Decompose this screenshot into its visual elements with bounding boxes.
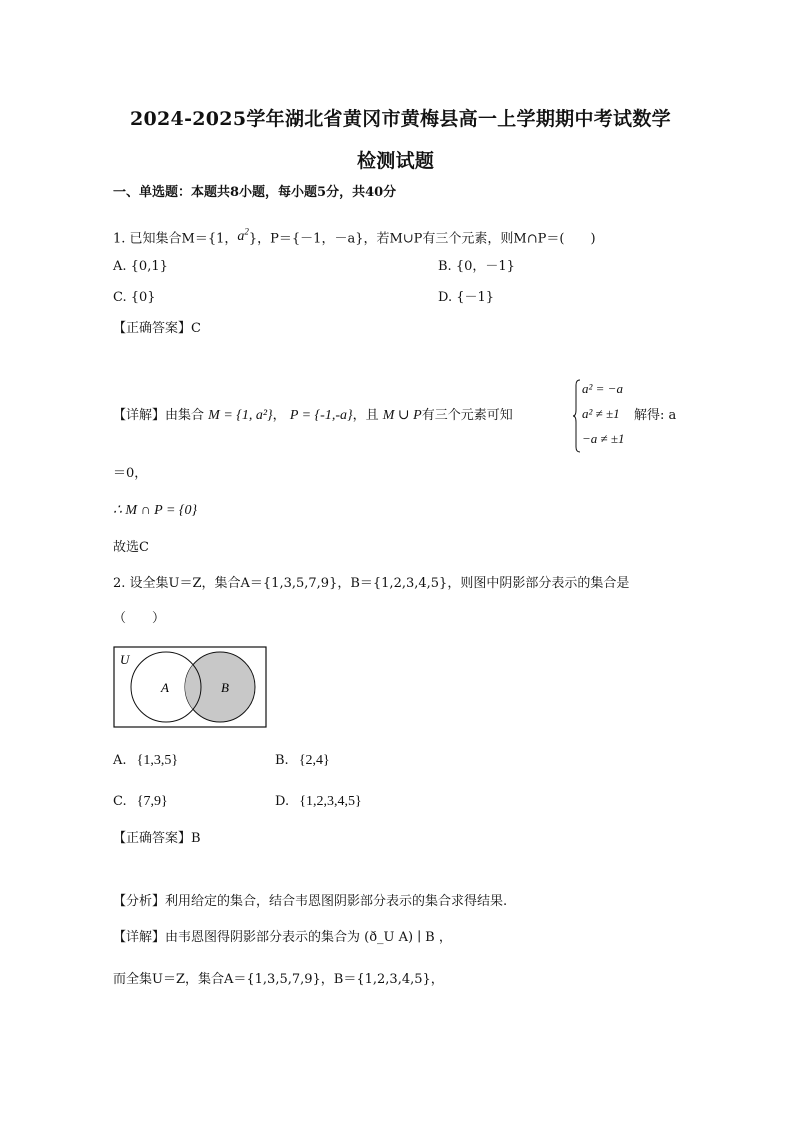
q1-detail-m: M = {1, a²} [208,408,273,423]
q1-option-a: A. {0,1} [113,259,168,274]
q1-option-c: C. {0} [113,290,156,305]
q1-detail-p: P = {-1,-a} [289,408,353,423]
q1-solve: 解得: a [634,408,677,423]
q2-option-d-value: {1,2,3,4,5} [299,794,362,809]
q2-option-a [113,752,178,770]
brace-icon [573,379,581,453]
q1-stem [113,225,596,249]
q2-detail: 【详解】由韦恩图得阴影部分表示的集合为 (ð_U A) ∣ B ， [113,930,452,945]
venn-label-b: B [221,680,229,695]
q1-detail-tail: 有三个元素可知 [421,408,513,423]
section-heading: 一、单选题：本题共8小题，每小题5分，共40分 [113,185,397,200]
q2-detail-2: 而全集U＝Z，集合A＝{1,3,5,7,9}，B＝{1,2,3,4,5}， [113,972,444,987]
q2-option-d [275,793,362,811]
q1-detail-mid: ，且 [352,408,379,423]
q1-stem-b: }，P＝{－1，－a}，若M∪P有三个元素，则M∩P＝( ) [248,231,596,247]
q1-answer: 【正确答案】C [113,321,201,336]
q2-stem: 2. 设全集U＝Z，集合A＝{1,3,5,7,9}，B＝{1,2,3,4,5}，则图中阴影部分表示的集合是 [113,576,630,591]
q2-option-b-label: B. [275,753,289,768]
q2-option-a-value: {1,3,5} [136,753,179,768]
title-line-1: 2024-2025学年湖北省黄冈市黄梅县高一上学期期中考试数学 [130,108,671,130]
system-row-2: a² ≠ ±1 [582,406,620,421]
title-line-2: 检测试题 [357,150,435,172]
q2-option-b-value: {2,4} [298,753,330,768]
q2-option-c-label: C. [113,794,127,809]
q1-option-b: B. {0，－1} [438,259,515,274]
q1-detail-mup: M ∪ P [382,408,422,423]
q1-a-squared: $a^2$ [237,226,249,244]
q1-option-d: D. {－1} [438,290,495,305]
q1-choose: 故选C [113,540,149,555]
q2-option-d-label: D. [275,794,290,809]
q1-stem-a: 1. 已知集合M＝{1， [113,231,238,247]
q2-option-b [275,752,330,770]
q2-answer: 【正确答案】B [113,831,201,846]
system-row-3: −a ≠ ±1 [582,431,625,446]
q1-detail-label: 【详解】由集合 [113,408,205,423]
q1-therefore: ∴ M ∩ P = {0} [113,503,198,518]
venn-diagram [113,646,267,728]
q2-option-c [113,793,168,811]
q1-result: ＝0， [113,466,148,481]
q2-analysis: 【分析】利用给定的集合，结合韦恩图阴影部分表示的集合求得结果. [113,894,508,909]
system-row-1: a² = −a [582,381,623,396]
q2-option-c-value: {7,9} [136,794,168,809]
q2-paren: （ ） [113,611,166,626]
q2-option-a-label: A. [113,753,127,768]
q1-detail: 【详解】由集合 M = {1, a²}， P = {-1,-a}，且 M ∪ P有三个元素可知 [113,408,513,423]
venn-label-a: A [161,680,169,695]
venn-label-u: U [120,652,130,667]
